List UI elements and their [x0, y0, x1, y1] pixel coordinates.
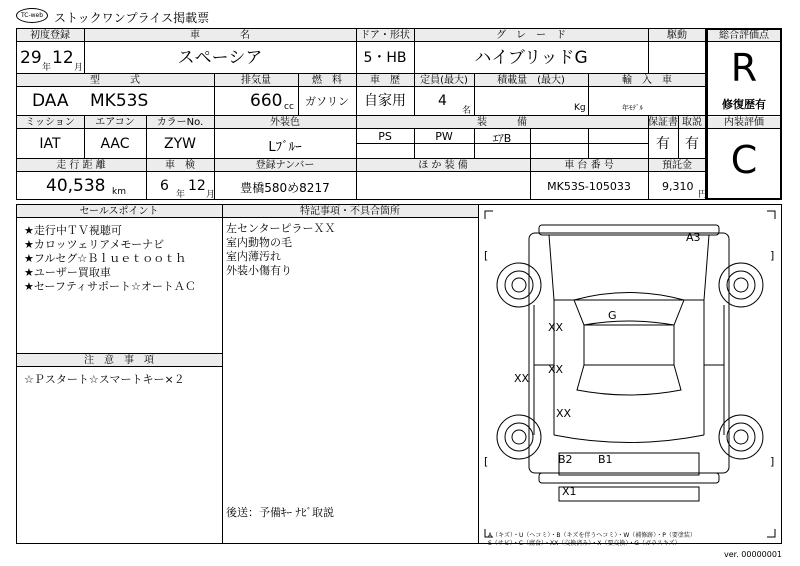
hdr-exterior: 外装色 [270, 117, 300, 128]
hdr-first-reg: 初度登録 [30, 30, 70, 41]
special-item: 室内薄汚れ [226, 250, 281, 263]
bracket-right: ] [770, 455, 775, 468]
damage-label: B1 [598, 453, 613, 466]
hdr-car-name: 車 名 [190, 30, 250, 41]
overall-grade: R [730, 46, 758, 90]
hdr-fuel: 燃 料 [312, 75, 342, 86]
hdr-history: 車 歴 [370, 75, 400, 86]
warranty: 有 [656, 136, 670, 152]
inspection-year-unit: 年 [176, 190, 186, 200]
hdr-equipment: 装 備 [477, 117, 527, 128]
hdr-inspection: 車 検 [165, 160, 195, 171]
bracket-left: [ [484, 249, 489, 262]
hdr-grade: グ レ ー ド [496, 30, 566, 41]
equip-1: PS [378, 130, 392, 143]
hdr-manual: 取説 [682, 117, 702, 128]
sales-item: ★カロッツェリアメモーナビ [24, 238, 165, 251]
interior-grade: C [730, 138, 758, 182]
equip-3: ｴｱB [492, 132, 512, 145]
deposit-unit: 円 [698, 190, 708, 200]
special-item: 室内動物の毛 [226, 236, 292, 249]
hdr-overall: 総合評価点 [719, 30, 769, 41]
fuel: ガソリン [305, 95, 349, 108]
equip-2: PW [435, 130, 453, 143]
hdr-aircon: エアコン [95, 117, 135, 128]
logo: TC-web [16, 8, 48, 23]
sales-item: ★フルセグ☆Ｂｌｕｅｔｏｏｔｈ [24, 252, 187, 265]
mission: IAT [39, 136, 61, 152]
deposit: 9,310 [662, 180, 694, 193]
car-name: スペーシア [177, 48, 263, 68]
special-item: 外装小傷有り [226, 264, 292, 277]
damage-label: B2 [558, 453, 573, 466]
hdr-color-no: カラーNo. [156, 117, 204, 128]
hdr-load: 積載量 (最大) [497, 75, 565, 86]
legend-line: A（キズ）・U（ヘコミ）・B（キズを伴うヘコミ）・W（補修跡）・P（要塗装） [488, 532, 696, 539]
notes-item: ☆Ｐスタート☆スマートキー×２ [24, 373, 185, 386]
aircon: AAC [100, 136, 130, 152]
hdr-capacity: 定員(最大) [420, 75, 468, 86]
displacement-unit: cc [284, 102, 294, 112]
hdr-chassis: 車 台 番 号 [564, 160, 614, 171]
legend-line: S（サビ）・C（腐食）・XX（交換済み）・X（要交換）・G（ガラスキズ） [488, 540, 681, 547]
bracket-right: ] [770, 249, 775, 262]
chassis-number: MK53S-105033 [547, 180, 631, 193]
damage-label: G [608, 309, 617, 322]
plate-number: 豊橋580め8217 [240, 181, 330, 195]
mileage: 40,538 [46, 176, 106, 196]
hdr-mission: ミッション [25, 117, 75, 128]
hdr-deposit: 預託金 [662, 160, 692, 171]
hdr-displacement: 排気量 [241, 75, 271, 86]
damage-label: XX [514, 372, 530, 385]
damage-label: XX [548, 363, 564, 376]
manual: 有 [685, 136, 699, 152]
hdr-mileage: 走 行 距 離 [56, 160, 106, 171]
inspection-year: 6 [160, 178, 169, 194]
special-item: 左センターピラーＸＸ [226, 222, 336, 235]
repair-history-note: 修復歴有 [722, 98, 766, 111]
damage-label: A3 [686, 231, 701, 244]
sales-item: ★ユーザー買取車 [24, 266, 111, 279]
model-code: MK53S [90, 91, 149, 111]
version-label: ver. 00000001 [724, 550, 783, 559]
doors-shape: 5・HB [363, 50, 407, 66]
damage-label: X1 [562, 485, 577, 498]
color-no: ZYW [164, 136, 196, 152]
bracket-left: [ [484, 455, 489, 468]
sales-title: セールスポイント [79, 206, 159, 217]
history: 自家用 [364, 93, 406, 109]
inspection-month-unit: 月 [206, 190, 216, 200]
reg-year: 29 [20, 48, 42, 68]
notes-title: 注 意 事 項 [84, 355, 154, 366]
hdr-plate: 登録ナンバー [255, 160, 315, 171]
capacity: 4 [438, 93, 447, 109]
mileage-unit: km [112, 187, 126, 197]
sales-item: ★走行中ＴＶ視聴可 [24, 224, 122, 237]
hdr-other-equip: ほ か 装 備 [418, 160, 468, 171]
hdr-import: 輸 入 車 [622, 75, 672, 86]
displacement: 660 [250, 91, 283, 111]
hdr-model: 型 式 [90, 75, 140, 86]
capacity-unit: 名 [462, 106, 472, 116]
exterior-color: Lﾌﾞﾙｰ [268, 140, 302, 155]
reg-year-unit: 年 [42, 63, 52, 73]
sales-item: ★セーフティサポート☆オートＡＣ [24, 280, 196, 293]
hdr-interior-grade: 内装評価 [724, 117, 764, 128]
load-unit: Kg [574, 103, 586, 113]
inspection-month: 12 [188, 178, 206, 194]
reg-month-unit: 月 [74, 63, 84, 73]
hdr-doors: ドア・形状 [360, 30, 410, 41]
grade: ハイブリッドG [474, 48, 588, 68]
reg-month: 12 [52, 48, 74, 68]
import-model-year: 年ﾓﾃﾞﾙ [622, 104, 643, 112]
hdr-warranty: 保証書 [648, 117, 678, 128]
damage-label: XX [556, 407, 572, 420]
special-title: 特記事項・不具合箇所 [300, 206, 400, 217]
damage-label: XX [548, 321, 564, 334]
model-prefix: DAA [32, 91, 69, 111]
page-title: ストックワンプライス掲載票 [54, 11, 210, 25]
special-footer: 後送：予備ｷｰ ﾅﾋﾞ取説 [226, 506, 334, 519]
hdr-drive: 駆動 [667, 30, 687, 41]
